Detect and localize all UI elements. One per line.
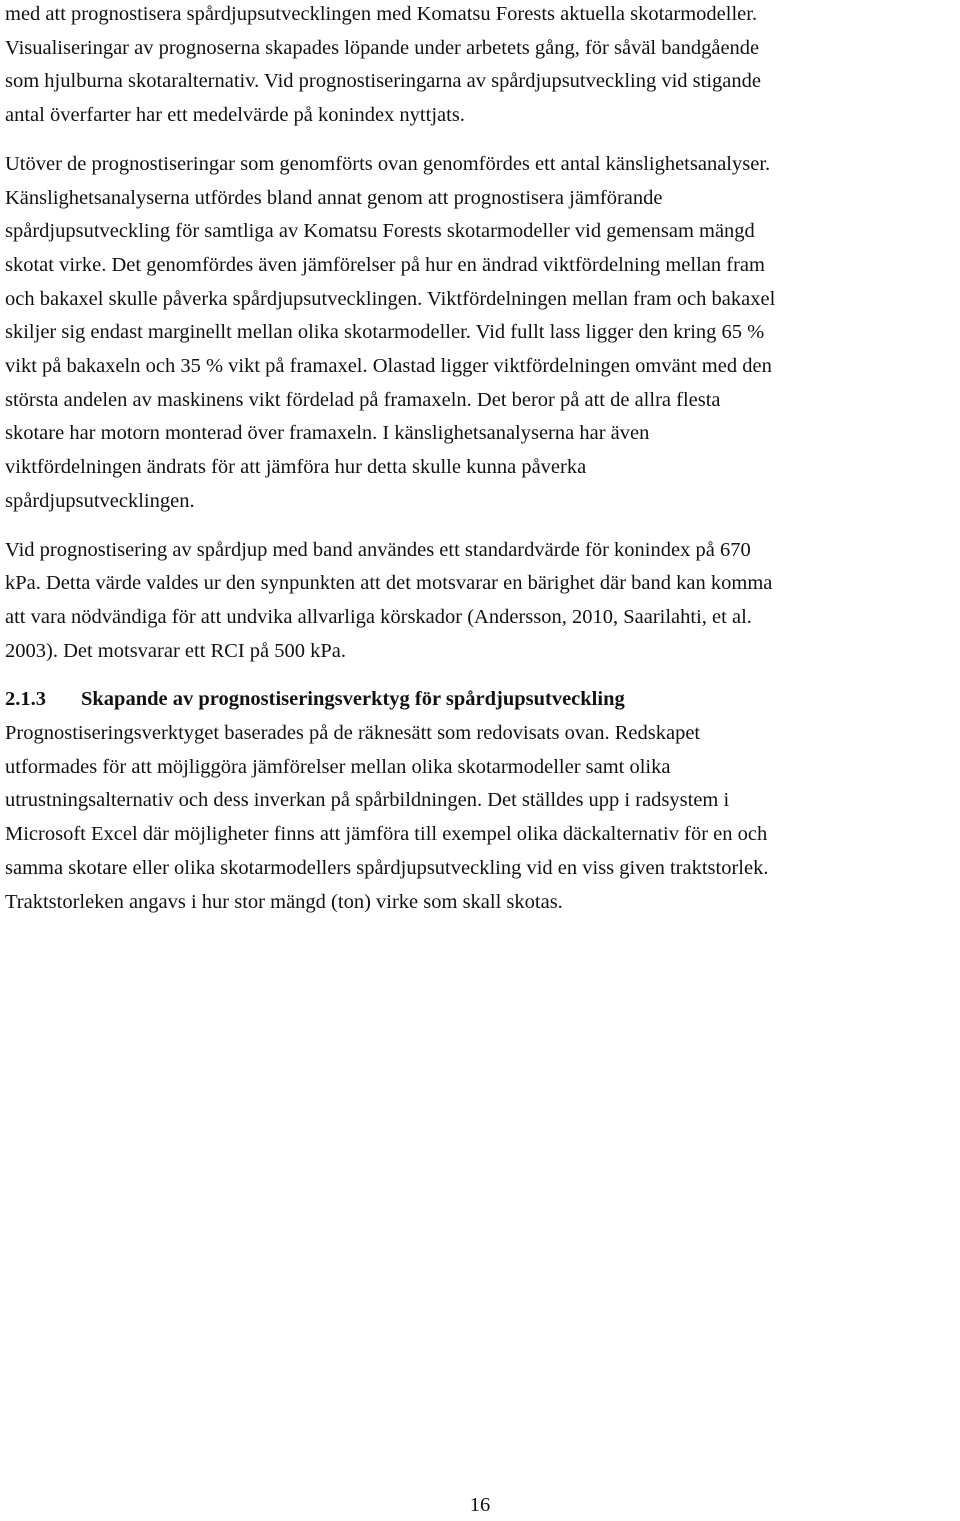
text-line: Vid prognostisering av spårdjup med band användes ett standardvärde för konindex på 670 [5,538,751,561]
paragraph-forecast-visualisation [5,0,955,133]
text-line: spårdjupsutvecklingen. [5,489,195,512]
text-line: Känslighetsanalyserna utfördes bland annat genom att prognostisera jämförande [5,186,663,209]
text-line: skotare har motorn monterad över framaxeln. I känslighetsanalyserna har även [5,422,650,445]
text-line: utformades för att möjliggöra jämförelser mellan olika skotarmodeller samt olika [5,755,671,778]
text-line: skiljer sig endast marginellt mellan olika skotarmodeller. Vid fullt lass ligger den kring 65 % [5,321,765,344]
text-line: Microsoft Excel där möjligheter finns att jämföra till exempel olika däckalternativ för en och [5,823,768,846]
text-line: största andelen av maskinens vikt fördelad på framaxeln. Det beror på att de allra flesta [5,388,721,411]
text-line: utrustningsalternativ och dess inverkan på spårbildningen. Det ställdes upp i radsystem i [5,789,730,812]
paragraph-tool-description [5,717,955,919]
section-heading [5,683,955,717]
text-line: Traktstorleken angavs i hur stor mängd (ton) virke som skall skotas. [5,890,563,913]
document-page [5,0,955,934]
page-number: 16 [469,1494,491,1516]
text-line: som hjulburna skotaralternativ. Vid prognostiseringarna av spårdjupsutveckling vid stigande [5,70,761,93]
text-line: samma skotare eller olika skotarmodellers spårdjupsutveckling vid en viss given traktstorlek. [5,856,769,879]
text-line: spårdjupsutveckling för samtliga av Komatsu Forests skotarmodeller vid gemensam mängd [5,220,755,243]
paragraph-sensitivity-analyses [5,148,955,519]
text-line: 2003). Det motsvarar ett RCI på 500 kPa. [5,639,347,662]
text-line: att vara nödvändiga för att undvika allvarliga körskador (Andersson, 2010, Saarilahti, et al. [5,605,752,628]
section-title: Skapande av prognostiseringsverktyg för spårdjupsutveckling [81,688,625,711]
paragraph-band-cone-index [5,534,955,669]
text-line: kPa. Detta värde valdes ur den synpunkten att det motsvarar en bärighet där band kan komma [5,572,773,595]
section-number: 2.1.3 [5,688,46,711]
text-line: antal överfarter har ett medelvärde på konindex nyttjats. [5,104,465,127]
text-line: vikt på bakaxeln och 35 % vikt på framaxel. Olastad ligger viktfördelningen omvänt med den [5,355,772,378]
text-line: med att prognostisera spårdjupsutvecklingen med Komatsu Forests aktuella skotarmodeller. [5,3,758,25]
text-line: Prognostiseringsverktyget baserades på de räknesätt som redovisats ovan. Redskapet [5,722,701,745]
text-line: skotat virke. Det genomfördes även jämförelser på hur en ändrad viktfördelning mellan fram [5,253,765,276]
text-line: Utöver de prognostiseringar som genomförts ovan genomfördes ett antal känslighetsanalyser. [5,152,771,175]
text-line: viktfördelningen ändrats för att jämföra hur detta skulle kunna påverka [5,456,587,479]
text-line: och bakaxel skulle påverka spårdjupsutvecklingen. Viktfördelningen mellan fram och bakaxel [5,287,776,310]
text-line: Visualiseringar av prognoserna skapades löpande under arbetets gång, för såväl bandgående [5,36,760,59]
